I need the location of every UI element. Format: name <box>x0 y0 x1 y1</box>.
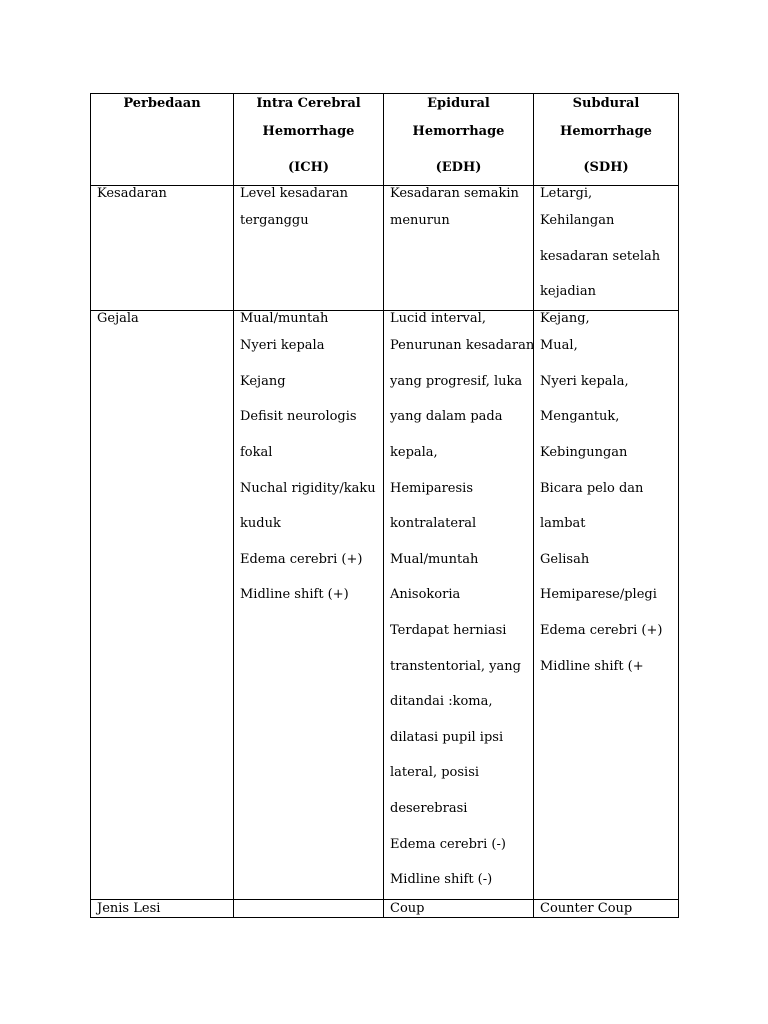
cell-line: dilatasi pupil ipsi <box>390 729 504 745</box>
cell-line: kepala, <box>390 444 438 460</box>
header-text: Subdural <box>572 96 640 111</box>
cell-line: kejadian <box>540 284 596 300</box>
cell-line: Bicara pelo dan <box>540 480 644 496</box>
cell-edh <box>384 900 534 918</box>
row-label: Gejala <box>97 311 139 327</box>
cell-ich <box>234 900 384 918</box>
cell-line: fokal <box>240 444 273 460</box>
cell-line: Kebingungan <box>540 444 628 460</box>
cell-line: Mengantuk, <box>540 409 620 425</box>
header-text: Epidural <box>427 96 490 111</box>
cell-line: ditandai :koma, <box>390 694 493 710</box>
header-text: Perbedaan <box>123 96 201 111</box>
cell-line: yang dalam pada <box>390 409 503 425</box>
cell-line: Edema cerebri (-) <box>390 836 506 852</box>
header-text: Hemorrhage <box>412 124 505 139</box>
cell-line: Penurunan kesadaran <box>390 338 535 354</box>
header-edh <box>384 94 534 186</box>
cell-line: yang progresif, luka <box>390 373 523 389</box>
cell-line: Midline shift (+ <box>540 658 644 674</box>
cell-line: Kehilangan <box>540 213 615 229</box>
row-label-cell <box>91 900 234 918</box>
header-text: Hemorrhage <box>262 124 355 139</box>
header-text: (ICH) <box>287 159 329 175</box>
header-text: Intra Cerebral <box>256 96 361 111</box>
cell-line: lambat <box>540 516 586 532</box>
cell-ich <box>234 186 384 311</box>
cell-line: Mual/muntah <box>240 311 329 327</box>
cell-line: transtentorial, yang <box>390 658 521 674</box>
cell-line: kesadaran setelah <box>540 248 661 264</box>
cell-line: Kesadaran semakin <box>390 186 519 202</box>
table-row-gejala <box>91 311 679 900</box>
row-label-cell <box>91 311 234 900</box>
cell-line: Nyeri kepala <box>240 338 325 354</box>
cell-sdh <box>534 311 679 900</box>
cell-line: Terdapat herniasi <box>390 622 507 638</box>
cell-line: Midline shift (+) <box>240 587 349 603</box>
cell-line: Anisokoria <box>390 587 461 603</box>
cell-line: Level kesadaran <box>240 186 349 202</box>
cell-edh <box>384 311 534 900</box>
header-text: (EDH) <box>435 159 482 175</box>
row-label-cell <box>91 186 234 311</box>
cell-line: Nyeri kepala, <box>540 373 629 389</box>
cell-line: kontralateral <box>390 516 477 532</box>
cell-line: lateral, posisi <box>390 765 480 781</box>
cell-line: menurun <box>390 213 450 229</box>
cell-line: Letargi, <box>540 186 593 202</box>
table-row-jenis-lesi <box>91 900 679 918</box>
table-header-row <box>91 94 679 186</box>
row-label: Kesadaran <box>97 186 167 202</box>
table-row-kesadaran <box>91 186 679 311</box>
cell-line: Mual, <box>540 338 578 354</box>
cell-line: Hemiparese/plegi <box>540 587 657 603</box>
cell-edh <box>384 186 534 311</box>
row-label: Jenis Lesi <box>97 901 161 917</box>
cell-line: Midline shift (-) <box>390 872 493 888</box>
comparison-table <box>90 93 679 918</box>
cell-line: terganggu <box>240 213 309 229</box>
cell-line: Edema cerebri (+) <box>540 622 663 638</box>
header-text: (SDH) <box>583 159 629 175</box>
cell-ich <box>234 311 384 900</box>
cell-line: Kejang, <box>540 311 590 327</box>
cell-line: Hemiparesis <box>390 480 473 496</box>
cell-line: Mual/muntah <box>390 551 479 567</box>
cell-sdh <box>534 900 679 918</box>
cell-line: Nuchal rigidity/kaku <box>240 480 376 496</box>
header-ich <box>234 94 384 186</box>
header-text: Hemorrhage <box>560 124 652 139</box>
cell-line: Edema cerebri (+) <box>240 551 363 567</box>
cell-line: Coup <box>390 901 425 917</box>
header-sdh <box>534 94 679 186</box>
cell-line: deserebrasi <box>390 800 468 816</box>
cell-line: kuduk <box>240 516 281 532</box>
cell-line: Kejang <box>240 373 286 389</box>
cell-line: Lucid interval, <box>390 311 486 327</box>
cell-line: Defisit neurologis <box>240 409 357 425</box>
header-perbedaan <box>91 94 234 186</box>
cell-line: Gelisah <box>540 551 590 567</box>
cell-line: Counter Coup <box>540 901 633 917</box>
cell-sdh <box>534 186 679 311</box>
